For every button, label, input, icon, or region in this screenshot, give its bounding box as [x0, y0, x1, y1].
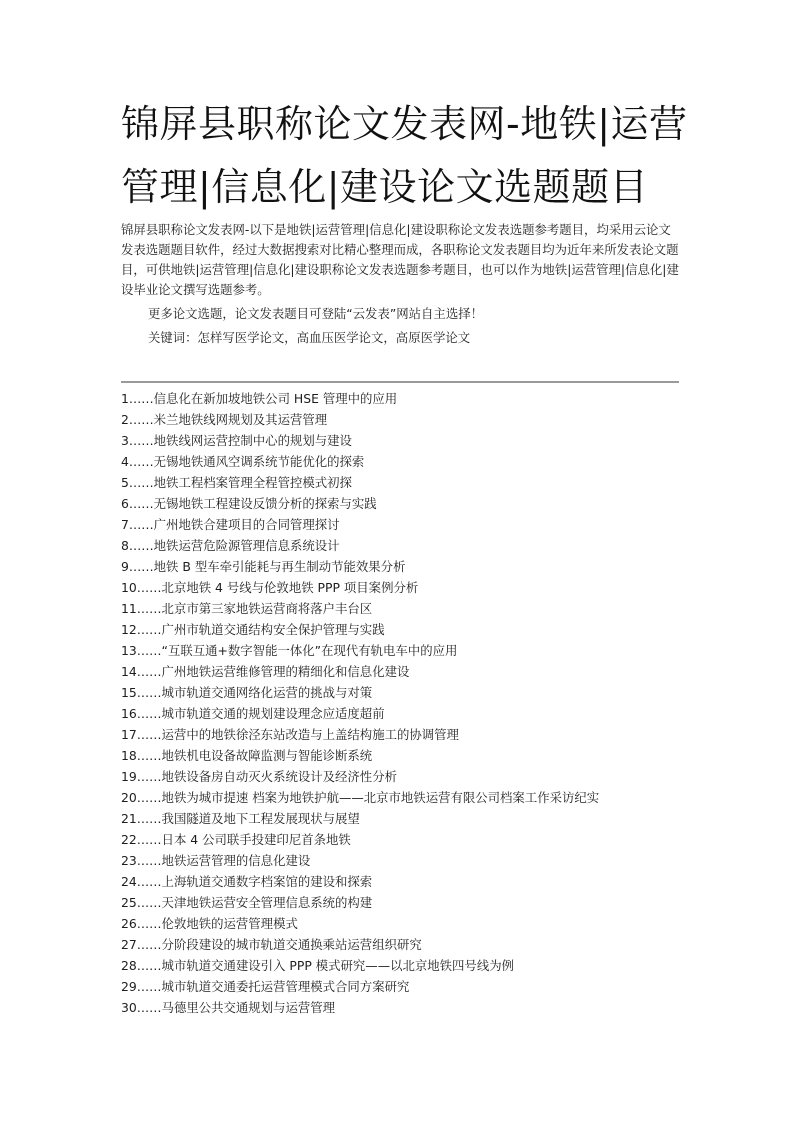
topic-item: 16……城市轨道交通的规划建设理念应适度超前 [121, 706, 385, 721]
topic-item: 26……伦敦地铁的运营管理模式 [121, 916, 298, 931]
topic-item: 23……地铁运营管理的信息化建设 [121, 853, 311, 868]
topic-item: 21……我国隧道及地下工程发展现状与展望 [121, 811, 360, 826]
topic-item: 6……无锡地铁工程建设反馈分析的探索与实践 [121, 496, 377, 511]
topic-item: 14……广州地铁运营维修管理的精细化和信息化建设 [121, 664, 410, 679]
topic-item: 11……北京市第三家地铁运营商将落户丰台区 [121, 601, 373, 616]
topic-item: 29……城市轨道交通委托运营管理模式合同方案研究 [121, 979, 410, 994]
topic-item: 1……信息化在新加坡地铁公司 HSE 管理中的应用 [121, 391, 398, 406]
topic-item: 15……城市轨道交通网络化运营的挑战与对策 [121, 685, 373, 700]
keywords-line: 关键词：怎样写医学论文，高血压医学论文，高原医学论文 [148, 330, 471, 345]
topic-item: 5……地铁工程档案管理全程管控模式初探 [121, 475, 352, 490]
topic-item: 8……地铁运营危险源管理信息系统设计 [121, 538, 340, 553]
topic-item: 24……上海轨道交通数字档案馆的建设和探索 [121, 874, 373, 889]
topic-item: 27……分阶段建设的城市轨道交通换乘站运营组织研究 [121, 937, 422, 952]
page-title: 锦屏县职称论文发表网-地铁|运营管理|信息化|建设论文选题题目 [121, 102, 688, 209]
topic-item: 3……地铁线网运营控制中心的规划与建设 [121, 433, 352, 448]
topic-list [121, 388, 681, 1018]
topic-item: 2……米兰地铁线网规划及其运营管理 [121, 412, 328, 427]
topic-item: 18……地铁机电设备故障监测与智能诊断系统 [121, 748, 373, 763]
topic-item: 28……城市轨道交通建设引入 PPP 模式研究——以北京地铁四号线为例 [121, 958, 514, 973]
topic-item: 12……广州市轨道交通结构安全保护管理与实践 [121, 622, 385, 637]
topic-item: 17……运营中的地铁徐泾东站改造与上盖结构施工的协调管理 [121, 727, 459, 742]
section-divider [121, 381, 679, 383]
topic-item: 25……天津地铁运营安全管理信息系统的构建 [121, 895, 373, 910]
topic-item: 20……地铁为城市提速 档案为地铁护航——北京市地铁运营有限公司档案工作采访纪实 [121, 790, 600, 805]
topic-item: 13……“互联互通+数字智能一体化”在现代有轨电车中的应用 [121, 643, 458, 658]
topic-item: 7……广州地铁合建项目的合同管理探讨 [121, 517, 340, 532]
topic-item: 30……马德里公共交通规划与运营管理 [121, 1000, 336, 1015]
topic-item: 22……日本 4 公司联手投建印尼首条地铁 [121, 832, 351, 847]
topic-item: 19……地铁设备房自动灭火系统设计及经济性分析 [121, 769, 397, 784]
topic-item: 9……地铁 B 型车牵引能耗与再生制动节能效果分析 [121, 559, 406, 574]
intro-paragraph: 锦屏县职称论文发表网-以下是地铁|运营管理|信息化|建设职称论文发表选题参考题目，均采用云论文发表选题题目软件，经过大数据搜索对比精心整理而成，各职称论文发表题目均为近年来所发表论文题目，可供地铁|运营管理|信息化|建设职称论文发表选题参考题目，也可以作为地铁|运营管理|信息化|建设毕业论文撰写选题参考。 [121, 222, 679, 297]
topic-item: 4……无锡地铁通风空调系统节能优化的探索 [121, 454, 365, 469]
topic-item: 10……北京地铁 4 号线与伦敦地铁 PPP 项目案例分析 [121, 580, 419, 595]
more-topics-note: 更多论文选题，论文发表题目可登陆“云发表”网站自主选择！ [148, 306, 483, 321]
